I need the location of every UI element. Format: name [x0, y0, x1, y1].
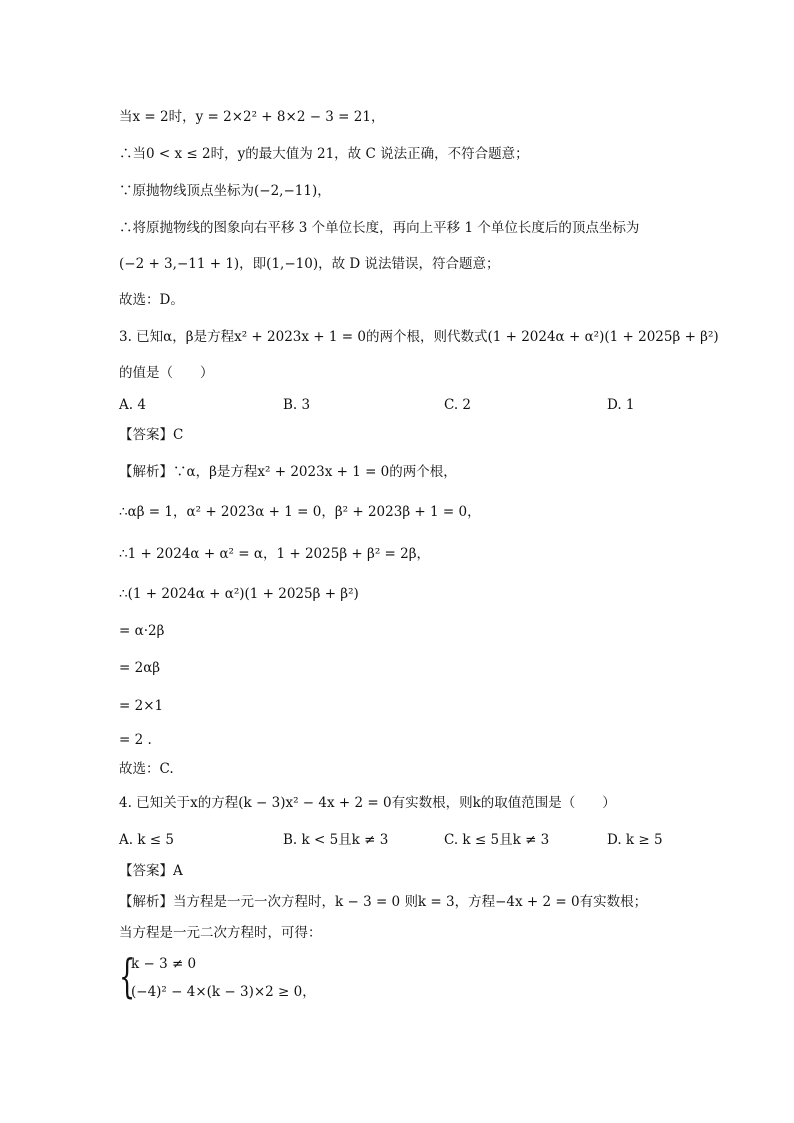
text-line: 当x = 2时，y = 2×2² + 8×2 − 3 = 21，: [119, 109, 385, 125]
q4-option-c: C. k ≤ 5且k ≠ 3: [444, 832, 550, 848]
text-line: ∴1 + 2024α + α² = α，1 + 2025β + β² = 2β，: [119, 546, 431, 562]
q4-option-d: D. k ≥ 5: [607, 832, 663, 848]
q3-option-a: A. 4: [119, 397, 146, 413]
text-line: = 2×1: [119, 698, 164, 714]
question-3: 3. 已知α，β是方程x² + 2023x + 1 = 0的两个根，则代数式(1 + 2024α + α²)(1 + 2025β + β²): [119, 329, 719, 345]
system-row-1: k − 3 ≠ 0: [131, 956, 197, 972]
text-line: ∵原抛物线顶点坐标为(−2,−11)，: [119, 183, 331, 199]
brace-symbol: {: [119, 949, 136, 1003]
text-line: ∴αβ = 1，α² + 2023α + 1 = 0，β² + 2023β + 1 = 0，: [119, 504, 481, 520]
text-line: 故选：C.: [119, 761, 174, 777]
equation-system: [119, 948, 419, 1008]
q3-option-b: B. 3: [283, 397, 311, 413]
text-line: = α·2β: [119, 623, 165, 639]
text-line: (−2 + 3,−11 + 1)，即(1,−10)，故 D 说法错误，符合题意；: [119, 256, 500, 272]
answer-label: 【答案】C: [119, 427, 184, 443]
text-line: 当方程是一元二次方程时，可得：: [119, 925, 322, 941]
text-line: = 2αβ: [119, 660, 161, 676]
text-line: ∴当0 < x ≤ 2时，y的最大值为 21，故 C 说法正确，不符合题意；: [119, 146, 529, 162]
text-line: 故选：D。: [119, 292, 184, 308]
analysis-line: 【解析】当方程是一元一次方程时，k − 3 = 0 则k = 3，方程−4x + 2 = 0有实数根；: [119, 894, 648, 910]
q4-option-b: B. k < 5且k ≠ 3: [283, 832, 389, 848]
system-row-2: (−4)² − 4×(k − 3)×2 ≥ 0，: [131, 984, 316, 1000]
text-line: 的值是（ ）: [119, 365, 214, 381]
text-line: ∴将原抛物线的图象向右平移 3 个单位长度，再向上平移 1 个单位长度后的顶点坐标为: [119, 220, 640, 236]
analysis-line: 【解析】∵α，β是方程x² + 2023x + 1 = 0的两个根，: [119, 464, 457, 480]
q3-option-c: C. 2: [444, 397, 472, 413]
answer-label: 【答案】A: [119, 863, 183, 879]
question-4: 4. 已知关于x的方程(k − 3)x² − 4x + 2 = 0有实数根，则k的取值范围是（ ）: [119, 795, 616, 811]
text-line: = 2 .: [119, 732, 152, 748]
q3-option-d: D. 1: [607, 397, 635, 413]
q4-option-a: A. k ≤ 5: [119, 832, 174, 848]
text-line: ∴(1 + 2024α + α²)(1 + 2025β + β²): [119, 586, 359, 602]
